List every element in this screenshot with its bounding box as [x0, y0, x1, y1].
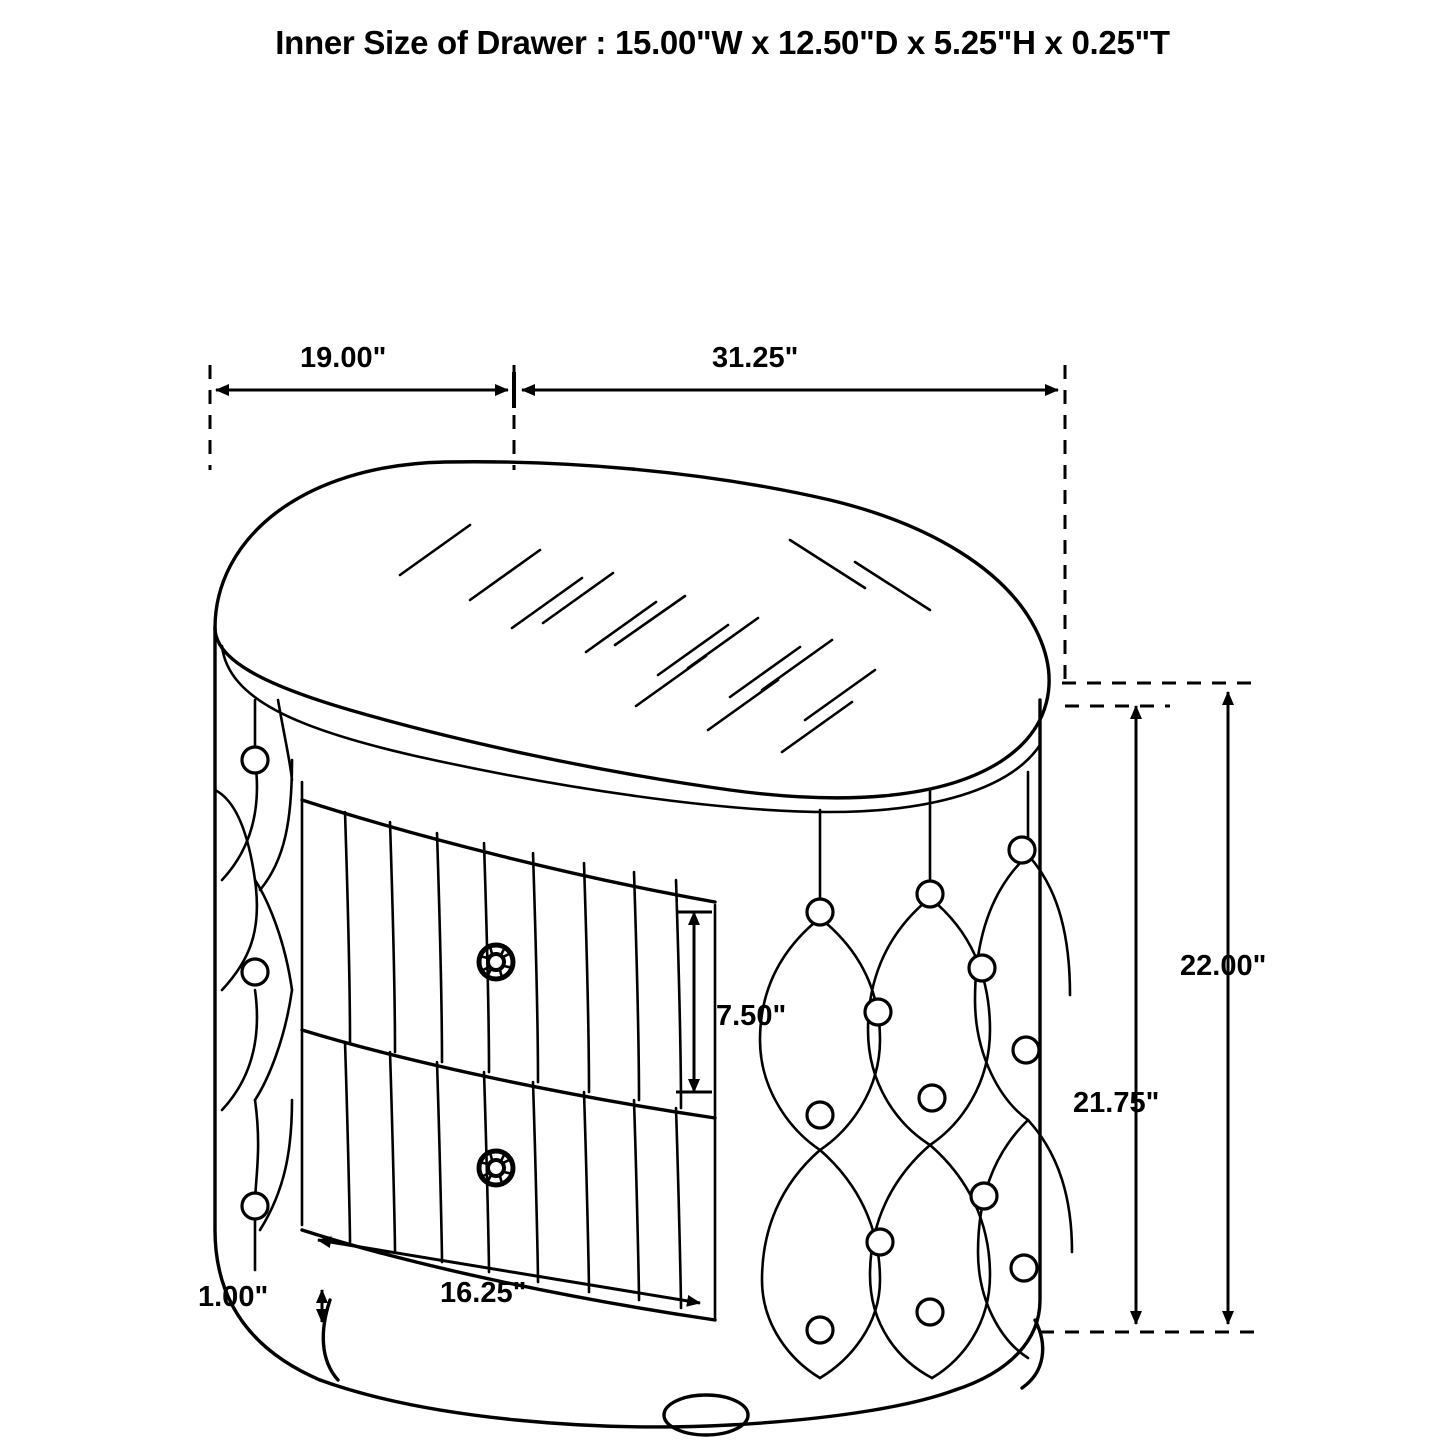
body-bottom-curve	[320, 1380, 955, 1427]
foot-left	[323, 1300, 338, 1380]
dim-label-body-height: 21.75"	[1073, 1087, 1160, 1119]
dim-label-drawer-face-width: 16.25"	[440, 1277, 527, 1309]
cabinet-outline	[215, 462, 1072, 1435]
foot-front	[664, 1395, 748, 1435]
tuft-buttons-right	[807, 837, 1039, 1343]
drawer-divider-edge	[302, 1030, 715, 1118]
page-title: Inner Size of Drawer : 15.00"W x 12.50"D x 5.25"H x 0.25"T	[275, 24, 1170, 61]
dimension-lines	[210, 365, 1255, 1332]
body-left-edge	[215, 628, 320, 1380]
dim-label-side-depth: 19.00"	[300, 342, 387, 374]
drawer-upper-top-edge	[302, 800, 715, 902]
dim-label-front-width: 31.25"	[712, 342, 799, 374]
top-oval	[215, 462, 1049, 798]
dim-label-drawer-face-height: 7.50"	[716, 1000, 787, 1032]
top-thickness-edge	[222, 646, 1040, 812]
top-quilt-lines	[400, 525, 930, 752]
drawer-knobs	[479, 945, 513, 1185]
dim-label-total-height: 22.00"	[1180, 950, 1267, 982]
dim-label-leg-height: 1.00"	[198, 1281, 269, 1313]
